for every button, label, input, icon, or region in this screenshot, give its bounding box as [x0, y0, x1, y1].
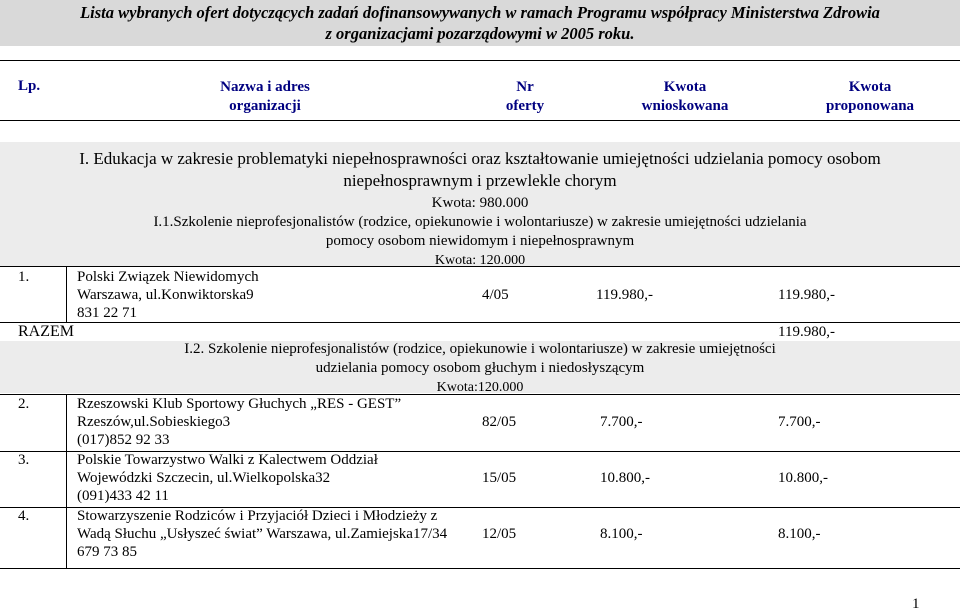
header-bottom-rule — [0, 120, 960, 121]
row-1-divider — [66, 266, 67, 322]
header-proposed-amount: Kwota proponowana — [825, 79, 915, 114]
row-2-name: Rzeszowski Klub Sportowy Głuchych „RES - GEST” Rzeszów,ul.Sobieskiego3 (017)852 92 33 — [77, 396, 402, 448]
row-3-requested-amount: 10.800,- — [600, 470, 650, 486]
sub-2-amount: Kwota:120.000 — [436, 380, 524, 395]
row-3-proposed-amount: 10.800,- — [778, 470, 828, 486]
header-offer-number: Nr oferty — [505, 79, 545, 114]
row-1-lp: 1. — [18, 269, 30, 285]
row-3-name: Polskie Towarzystwo Walki z Kalectwem Oddział Wojewódzki Szczecin, ul.Wielkopolska32 (091)433 42 11 — [77, 452, 378, 504]
sub-1-amount: Kwota: 120.000 — [434, 253, 526, 268]
row-1-requested-amount: 119.980,- — [596, 287, 653, 303]
table-bottom-rule — [0, 568, 960, 569]
row-3-lp: 3. — [18, 452, 30, 468]
row-1-name: Polski Związek Niewidomych Warszawa, ul.Konwiktorska9 831 22 71 — [77, 269, 259, 321]
header-top-rule — [0, 60, 960, 61]
row-3-offer-number: 15/05 — [482, 470, 517, 486]
row-2-offer-number: 82/05 — [482, 414, 517, 430]
row-1-proposed-amount: 119.980,- — [778, 287, 835, 303]
row-2-lp: 2. — [18, 396, 30, 412]
section-1-amount: Kwota: 980.000 — [431, 195, 529, 211]
row-4-proposed-amount: 8.100,- — [778, 526, 821, 542]
total-label: RAZEM — [18, 323, 74, 340]
document-title — [0, 0, 960, 46]
row-1-offer-number: 4/05 — [482, 287, 509, 303]
title-line-2: z organizacjami pozarządowymi w 2005 roku. — [325, 24, 635, 43]
row-4-offer-number: 12/05 — [482, 526, 517, 542]
section-1-heading: I. Edukacja w zakresie problematyki niepełnosprawności oraz kształtowanie umiejętności udzielania pomocy osobom niepełnosprawnym i przewlekle chorym — [79, 149, 881, 190]
page-number: 1 — [912, 596, 920, 612]
row-2-requested-amount: 7.700,- — [600, 414, 643, 430]
header-name: Nazwa i adres organizacji — [220, 79, 310, 114]
row-4-requested-amount: 8.100,- — [600, 526, 643, 542]
row-2-proposed-amount: 7.700,- — [778, 414, 821, 430]
title-line-1: Lista wybranych ofert dotyczących zadań dofinansowywanych w ramach Programu współpracy Ministerstwa Zdrowia — [80, 3, 880, 22]
header-lp: Lp. — [18, 78, 41, 94]
rows-divider — [66, 394, 67, 568]
total-value: 119.980,- — [778, 324, 835, 340]
row-4-name: Stowarzyszenie Rodziców i Przyjaciół Dzieci i Młodzieży z Wadą Słuchu „Usłyszeć świat” Warszawa, ul.Zamiejska17/34 679 73 85 — [77, 508, 448, 560]
sub-1-heading: I.1.Szkolenie nieprofesjonalistów (rodzice, opiekunowie i wolontariusze) w zakresie umiejętności udzielania pomocy osobom niewidomym i niepełnosprawnym — [153, 214, 807, 249]
header-requested-amount: Kwota wnioskowana — [641, 79, 729, 114]
row-4-lp: 4. — [18, 508, 30, 524]
sub-2-heading: I.2. Szkolenie nieprofesjonalistów (rodzice, opiekunowie i wolontariusze) w zakresie umiejętności udzielania pomocy osobom głuchym i niedosłyszącym — [184, 341, 776, 376]
row-1-top-rule — [0, 266, 960, 267]
